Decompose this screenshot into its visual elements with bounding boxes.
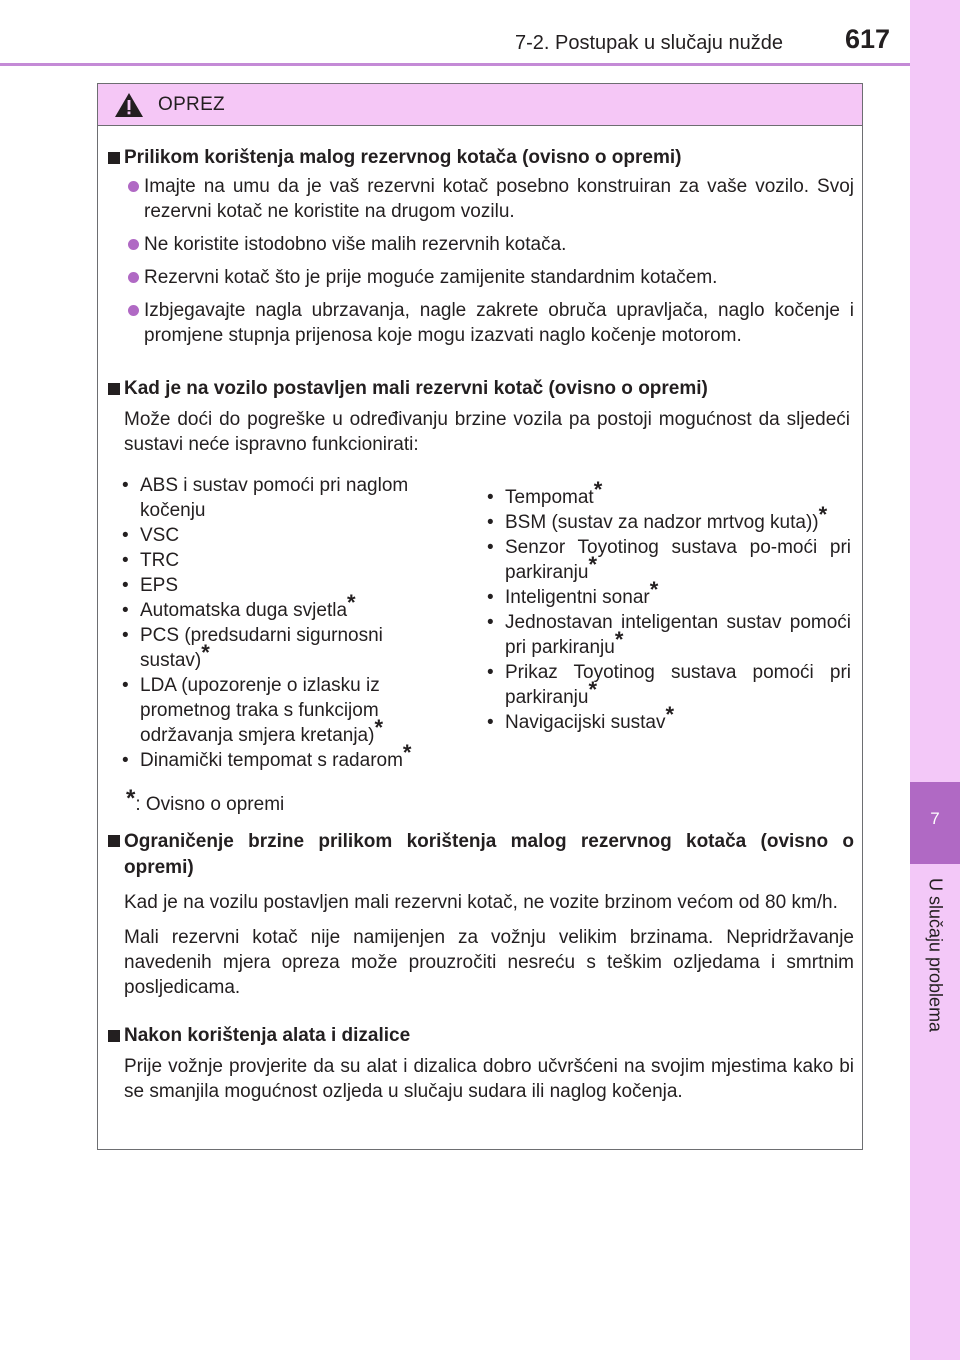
list-item: • PCS (predsudarni sigurnosni sustav)* [116,623,442,673]
chapter-number-tab[interactable]: 7 [910,782,960,864]
list-item: Imajte na umu da je vaš rezervni kotač posebno konstruiran za vaše vozilo. Svoj rezervni kotač ne koristite na drugom vozilu. [106,174,854,224]
list-item: • Tempomat* [481,485,851,510]
section-title: 7-2. Postupak u slučaju nužde [515,32,783,54]
list-item: • VSC [116,523,442,548]
list-item: • Automatska duga svjetla* [116,598,442,623]
list-item: • ABS i sustav pomoći pri naglom kočenju [116,473,442,523]
section-speed-limit [106,829,854,1000]
page-number: 617 [845,24,891,54]
list-item: Rezervni kotač što je prije moguće zamijenite standardnim kotačem. [106,265,854,290]
circle-bullet-icon [128,181,139,192]
list-item: Ne koristite istodobno više malih rezervnih kotača. [106,232,854,257]
warning-triangle-icon [114,92,144,118]
list-item: • Senzor Toyotinog sustava po-moći pri parkiranju* [481,535,851,585]
footnote: *: Ovisno o opremi [126,785,285,815]
list-item: • BSM (sustav za nadzor mrtvog kuta))* [481,510,851,535]
chapter-side-strip [910,0,960,1360]
list-item: • Inteligentni sonar* [481,585,851,610]
affected-systems-left [116,473,442,773]
section-paragraph: Mali rezervni kotač nije namijenjen za vožnju velikim brzinama. Nepridržavanje navedenih mjera opreza može prouzročiti nesreću s teškim ozljedama i smrtnim posljedicama. [124,927,854,998]
circle-bullet-icon [128,272,139,283]
circle-bullet-icon [128,239,139,250]
list-item: • EPS [116,573,442,598]
section-paragraph: Kad je na vozilu postavljen mali rezervni kotač, ne vozite brzinom većom od 80 km/h. [124,892,838,913]
list-item: • Dinamički tempomat s radarom* [116,748,442,773]
chapter-title: U slučaju problema [925,878,946,1033]
caution-header [98,84,862,126]
affected-systems-right [481,477,851,735]
section-paragraph: Može doći do pogreške u određivanju brzine vozila pa postoji mogućnost da sljedeći sustavi neće ispravno funkcionirati: [124,409,850,455]
section-small-spare-tire [106,146,854,348]
square-bullet-icon [108,1030,120,1042]
circle-bullet-icon [128,305,139,316]
list-item: • Prikaz Toyotinog sustava pomoći pri parkiranju* [481,660,851,710]
square-bullet-icon [108,383,120,395]
section-heading: Nakon korištenja alata i dizalice [106,1024,854,1048]
caution-box [97,83,863,1150]
section-heading: Prilikom korištenja malog rezervnog kotača (ovisno o opremi) [106,146,854,170]
chapter-title-tab[interactable] [916,878,954,1118]
section-spare-installed [106,377,854,457]
list-item: • TRC [116,548,442,573]
caution-title: OPREZ [158,94,225,115]
square-bullet-icon [108,152,120,164]
section-after-tools [106,1024,854,1104]
list-item: Izbjegavajte nagla ubrzavanja, nagle zakrete obruča upravljača, naglo kočenje i promjene stupnja prijenosa koje mogu izazvati naglo kočenje motorom. [106,298,854,348]
section-heading: Kad je na vozilo postavljen mali rezervni kotač (ovisno o opremi) [106,377,854,401]
list-item: • LDA (upozorenje o izlasku iz prometnog traka s funkcijom održavanja smjera kretanja)* [116,673,442,748]
list-item: • Jednostavan inteligentan sustav pomoći pri parkiranju* [481,610,851,660]
section-paragraph: Prije vožnje provjerite da su alat i dizalica dobro učvršćeni na svojim mjestima kako bi se smanjila mogućnost ozljeda u slučaju sudara ili naglog kočenja. [124,1056,854,1102]
list-item: • Navigacijski sustav* [481,710,851,735]
header-rule [0,63,910,66]
square-bullet-icon [108,835,120,847]
section-heading: Ograničenje brzine prilikom korištenja malog rezervnog kotača (ovisno o opremi) [106,829,854,881]
